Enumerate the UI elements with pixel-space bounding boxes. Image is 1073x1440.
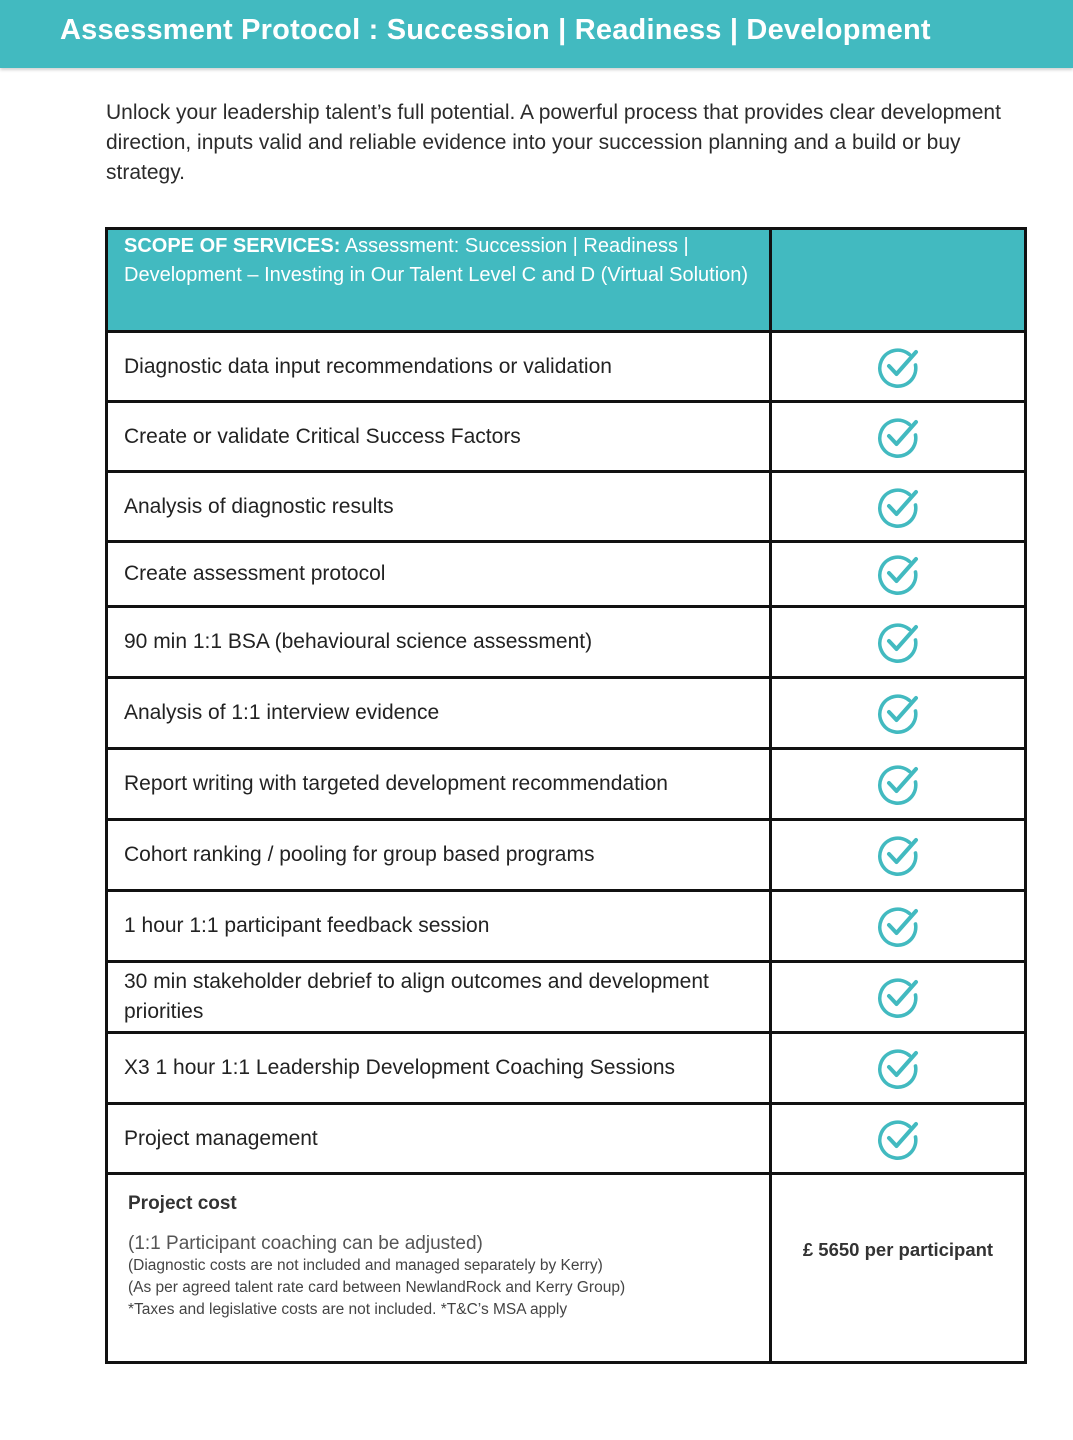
scope-description: Assessment: Succession | Readiness | Development – Investing in Our Talent Level C and D (Virtual Solution): [124, 235, 749, 286]
service-label-cell: [107, 962, 771, 1033]
service-label: Create assessment protocol: [124, 562, 386, 585]
service-status-cell: [771, 749, 1026, 820]
service-row: [107, 542, 1026, 607]
check-circle-icon: [876, 415, 920, 459]
service-status-cell: [771, 542, 1026, 607]
table-header-row: [107, 229, 1026, 332]
service-row: [107, 1104, 1026, 1174]
service-label: Diagnostic data input recommendations or validation: [124, 354, 612, 378]
service-label: Analysis of 1:1 interview evidence: [124, 701, 440, 724]
service-label-cell: [107, 332, 771, 402]
service-row: [107, 472, 1026, 542]
service-row: [107, 678, 1026, 749]
cost-row: [107, 1174, 1026, 1363]
price-per-participant: £ 5650 per participant: [802, 1239, 994, 1260]
cost-note: (Diagnostic costs are not included and managed separately by Kerry): [128, 1257, 603, 1274]
service-status-cell: [771, 1033, 1026, 1104]
cost-details-cell: [107, 1174, 771, 1363]
service-label-cell: [107, 402, 771, 472]
check-circle-icon: [876, 975, 920, 1019]
cost-title: Project cost: [128, 1193, 237, 1214]
service-label: 30 min stakeholder debrief to align outcomes and development priorities: [124, 970, 709, 1023]
check-circle-icon: [876, 345, 920, 389]
intro-paragraph: Unlock your leadership talent’s full potential. A powerful process that provides clear development direction, inputs valid and reliable evidence into your succession planning and a build or buy strategy.: [106, 101, 1001, 184]
service-label: Create or validate Critical Success Factors: [124, 424, 521, 448]
service-label-cell: [107, 542, 771, 607]
service-status-cell: [771, 962, 1026, 1033]
service-label-cell: [107, 749, 771, 820]
check-circle-icon: [876, 904, 920, 948]
service-label-cell: [107, 1033, 771, 1104]
scope-label: SCOPE OF SERVICES:: [124, 235, 341, 257]
service-label: Cohort ranking / pooling for group based programs: [124, 843, 595, 866]
cost-note: (As per agreed talent rate card between NewlandRock and Kerry Group): [128, 1279, 626, 1296]
check-circle-icon: [876, 620, 920, 664]
service-row: [107, 891, 1026, 962]
service-label: Report writing with targeted development recommendation: [124, 772, 668, 795]
service-label: 1 hour 1:1 participant feedback session: [124, 914, 490, 937]
cost-adjust-note: (1:1 Participant coaching can be adjusted): [128, 1233, 483, 1254]
check-circle-icon: [876, 485, 920, 529]
check-circle-icon: [876, 691, 920, 735]
table-header-cell: [107, 229, 771, 332]
service-row: [107, 749, 1026, 820]
service-status-cell: [771, 678, 1026, 749]
service-label-cell: [107, 678, 771, 749]
service-label-cell: [107, 891, 771, 962]
service-row: [107, 402, 1026, 472]
cost-note: *Taxes and legislative costs are not included. *T&C’s MSA apply: [128, 1301, 568, 1318]
check-circle-icon: [876, 1046, 920, 1090]
service-row: [107, 332, 1026, 402]
check-circle-icon: [876, 833, 920, 877]
service-status-cell: [771, 891, 1026, 962]
service-label: 90 min 1:1 BSA (behavioural science assessment): [124, 630, 593, 653]
service-label: Analysis of diagnostic results: [124, 494, 394, 518]
service-status-cell: [771, 472, 1026, 542]
title-banner: [0, 0, 1073, 68]
service-label-cell: [107, 607, 771, 678]
service-label-cell: [107, 1104, 771, 1174]
service-status-cell: [771, 820, 1026, 891]
service-status-cell: [771, 1104, 1026, 1174]
service-status-cell: [771, 402, 1026, 472]
service-row: [107, 1033, 1026, 1104]
service-row: [107, 962, 1026, 1033]
service-label: Project management: [124, 1126, 318, 1150]
table-header-status-cell: [771, 229, 1026, 332]
check-circle-icon: [876, 762, 920, 806]
scope-of-services-table: [105, 227, 1027, 1364]
service-label: X3 1 hour 1:1 Leadership Development Coaching Sessions: [124, 1056, 676, 1079]
service-label-cell: [107, 472, 771, 542]
service-row: [107, 820, 1026, 891]
service-row: [107, 607, 1026, 678]
service-status-cell: [771, 332, 1026, 402]
service-label-cell: [107, 820, 771, 891]
check-circle-icon: [876, 1117, 920, 1161]
check-circle-icon: [876, 552, 920, 596]
service-status-cell: [771, 607, 1026, 678]
price-cell: [771, 1174, 1026, 1363]
page-title: Assessment Protocol : Succession | Readiness | Development: [60, 14, 931, 46]
